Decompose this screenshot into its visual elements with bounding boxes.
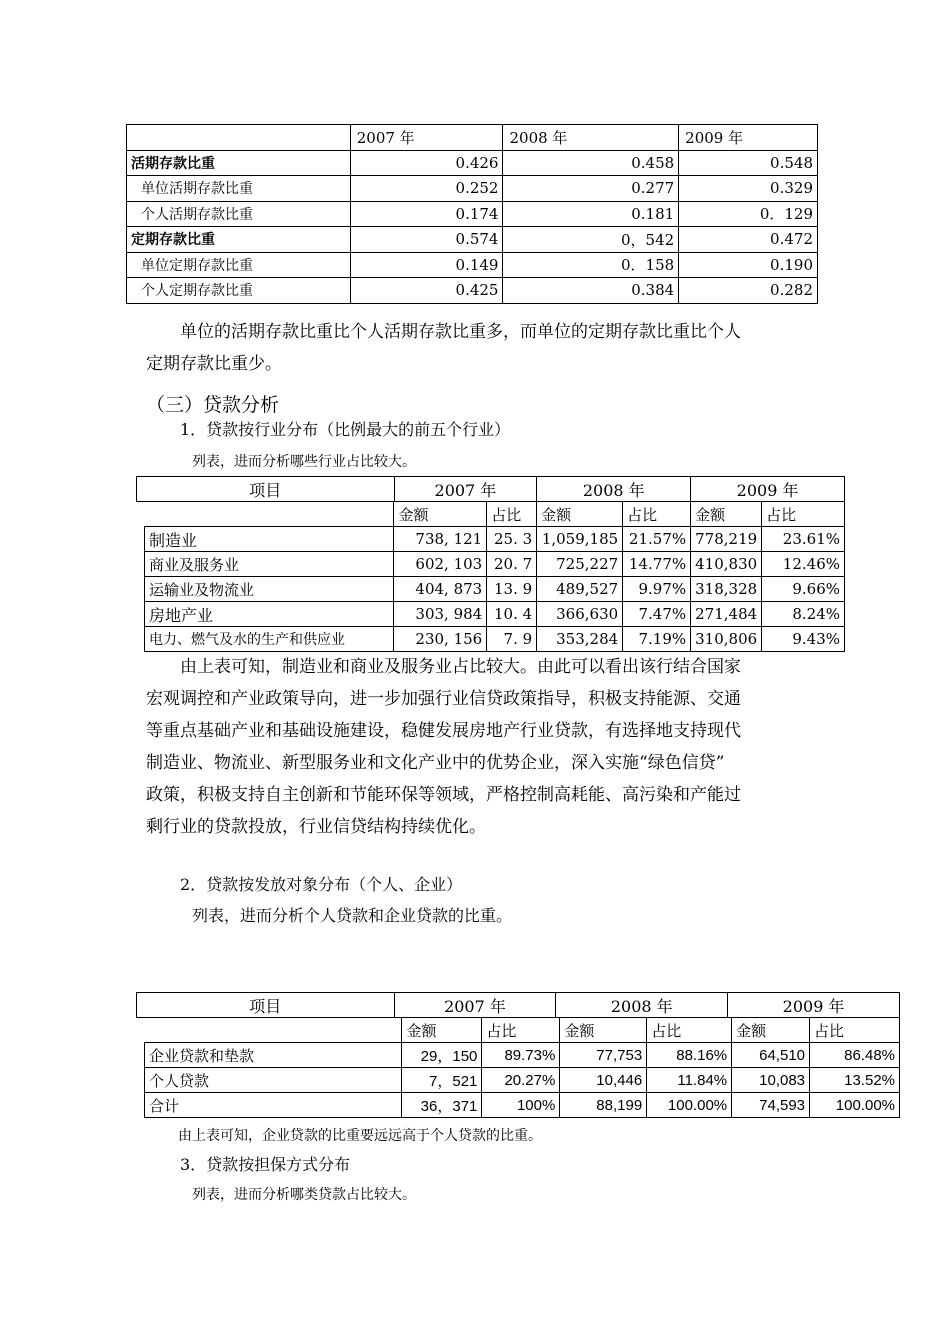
row-label: 定期存款比重 <box>127 227 351 253</box>
cell-value: 100.00% <box>810 1093 900 1118</box>
sub-header: 金额 <box>394 502 487 527</box>
cell-value: 11.84% <box>647 1068 732 1093</box>
row-label: 企业贷款和垫款 <box>145 1043 402 1068</box>
cell-value: 725,227 <box>537 552 623 577</box>
paragraph-line: 定期存款比重少。 <box>146 354 282 374</box>
year-header: 2009 年 <box>728 993 900 1018</box>
cell-value: 88.16% <box>647 1043 732 1068</box>
cell-value: 404, 873 <box>394 577 487 602</box>
cell-value: 318,328 <box>691 577 762 602</box>
table-row <box>127 278 818 304</box>
year-header: 2009 年 <box>691 477 845 502</box>
sub-header: 占比 <box>623 502 691 527</box>
cell-value: 7.47% <box>623 602 691 627</box>
table-row <box>145 602 845 627</box>
cell-value: 0.458 <box>503 150 679 176</box>
table-note: 列表，进而分析个人贷款和企业贷款的比重。 <box>192 906 513 925</box>
item-header: 项目 <box>137 477 395 502</box>
sub-header: 金额 <box>402 1018 482 1043</box>
table-row <box>145 1043 900 1068</box>
cell-value: 36，371 <box>402 1093 482 1118</box>
cell-value: 0.548 <box>679 150 818 176</box>
year-header: 2008 年 <box>503 125 679 151</box>
cell-value: 100.00% <box>647 1093 732 1118</box>
cell-value: 77,753 <box>560 1043 647 1068</box>
cell-value: 64,510 <box>732 1043 810 1068</box>
cell-value: 0.384 <box>503 278 679 304</box>
cell-value: 0.574 <box>350 227 503 253</box>
table-header-row <box>136 476 845 502</box>
table-row <box>145 1068 900 1093</box>
cell-value: 88,199 <box>560 1093 647 1118</box>
table-row <box>127 150 818 176</box>
sub-header: 占比 <box>487 502 537 527</box>
row-label: 单位定期存款比重 <box>127 252 351 278</box>
cell-value: 0.282 <box>679 278 818 304</box>
cell-value: 89.73% <box>482 1043 560 1068</box>
cell-value: 13.52% <box>810 1068 900 1093</box>
cell-value: 366,630 <box>537 602 623 627</box>
row-label: 单位活期存款比重 <box>127 176 351 202</box>
cell-value: 10. 4 <box>487 602 537 627</box>
cell-value: 489,527 <box>537 577 623 602</box>
year-header: 2007 年 <box>394 477 537 502</box>
cell-value: 8.24% <box>762 602 845 627</box>
row-label: 个人定期存款比重 <box>127 278 351 304</box>
table-row <box>127 176 818 202</box>
cell-value: 14.77% <box>623 552 691 577</box>
paragraph-line: 制造业、物流业、新型服务业和文化产业中的优势企业，深入实施“绿色信贷” <box>146 753 725 773</box>
cell-value: 21.57% <box>623 527 691 552</box>
industry-analysis-paragraph <box>146 651 826 843</box>
table-corner-cell <box>127 125 351 151</box>
sub-header: 占比 <box>647 1018 732 1043</box>
cell-value: 7. 9 <box>487 627 537 652</box>
row-label: 电力、燃气及水的生产和供应业 <box>145 627 394 652</box>
row-label: 运输业及物流业 <box>145 577 394 602</box>
table-body <box>144 1017 900 1118</box>
table-row <box>127 252 818 278</box>
borrower-loan-table <box>136 992 900 1120</box>
industry-loan-table <box>136 476 845 656</box>
cell-value: 20. 7 <box>487 552 537 577</box>
table-row <box>145 1093 900 1118</box>
table-header-row <box>127 125 818 151</box>
cell-value: 738, 121 <box>394 527 487 552</box>
paragraph-line: 由上表可知，制造业和商业及服务业占比较大。由此可以看出该行结合国家 <box>180 657 741 677</box>
cell-value: 7.19% <box>623 627 691 652</box>
cell-value: 9.66% <box>762 577 845 602</box>
cell-value: 10,083 <box>732 1068 810 1093</box>
paragraph-line: 宏观调控和产业政策导向，进一步加强行业信贷政策指导，积极支持能源、交通 <box>146 689 741 709</box>
cell-value: 230, 156 <box>394 627 487 652</box>
sub-header: 金额 <box>537 502 623 527</box>
cell-value: 0.174 <box>350 201 503 227</box>
row-label: 个人贷款 <box>145 1068 402 1093</box>
table-header-row <box>136 992 900 1018</box>
table-row <box>145 627 845 652</box>
paragraph-line: 剩行业的贷款投放，行业信贷结构持续优化。 <box>146 817 486 837</box>
year-header: 2007 年 <box>394 993 556 1018</box>
cell-value: 410,830 <box>691 552 762 577</box>
row-label: 活期存款比重 <box>127 150 351 176</box>
sub-header: 金额 <box>732 1018 810 1043</box>
row-label: 房地产业 <box>145 602 394 627</box>
row-label: 个人活期存款比重 <box>127 201 351 227</box>
cell-value: 353,284 <box>537 627 623 652</box>
sub-header: 金额 <box>560 1018 647 1043</box>
cell-value: 310,806 <box>691 627 762 652</box>
year-header: 2007 年 <box>350 125 503 151</box>
cell-value: 602, 103 <box>394 552 487 577</box>
cell-value: 13. 9 <box>487 577 537 602</box>
table-subheader-row <box>145 502 845 527</box>
row-label: 商业及服务业 <box>145 552 394 577</box>
cell-value: 0.190 <box>679 252 818 278</box>
table-subheader-row <box>145 1018 900 1043</box>
sub-header: 占比 <box>762 502 845 527</box>
table-row <box>127 227 818 253</box>
cell-value: 0．129 <box>679 201 818 227</box>
deposit-ratio-table <box>126 124 818 304</box>
sub-header: 占比 <box>810 1018 900 1043</box>
table-body <box>144 501 845 652</box>
deposit-analysis-paragraph <box>146 316 826 380</box>
table-note: 由上表可知，企业贷款的比重要远远高于个人贷款的比重。 <box>178 1128 542 1144</box>
subsection-title: 2．贷款按发放对象分布（个人、企业） <box>180 875 463 894</box>
cell-value: 20.27% <box>482 1068 560 1093</box>
row-label: 合计 <box>145 1093 402 1118</box>
table-row <box>145 527 845 552</box>
cell-value: 0.181 <box>503 201 679 227</box>
cell-value: 9.43% <box>762 627 845 652</box>
cell-value: 10,446 <box>560 1068 647 1093</box>
cell-value: 0.472 <box>679 227 818 253</box>
paragraph-line: 政策，积极支持自主创新和节能环保等领域，严格控制高耗能、高污染和产能过 <box>146 785 741 805</box>
cell-value: 0.277 <box>503 176 679 202</box>
table-note: 列表，进而分析哪些行业占比较大。 <box>192 454 416 470</box>
cell-value: 0.149 <box>350 252 503 278</box>
cell-value: 0.426 <box>350 150 503 176</box>
sub-header: 金额 <box>691 502 762 527</box>
year-header: 2008 年 <box>537 477 691 502</box>
year-header: 2008 年 <box>556 993 728 1018</box>
cell-value: 0，542 <box>503 227 679 253</box>
item-header: 项目 <box>137 993 395 1018</box>
paragraph-line: 单位的活期存款比重比个人活期存款比重多，而单位的定期存款比重比个人 <box>180 322 741 342</box>
table-row <box>145 552 845 577</box>
subsection-title: 1．贷款按行业分布（比例最大的前五个行业） <box>180 420 511 439</box>
cell-value: 778,219 <box>691 527 762 552</box>
cell-value: 271,484 <box>691 602 762 627</box>
empty-cell <box>145 1018 402 1043</box>
cell-value: 25. 3 <box>487 527 537 552</box>
year-header: 2009 年 <box>679 125 818 151</box>
cell-value: 303, 984 <box>394 602 487 627</box>
cell-value: 100% <box>482 1093 560 1118</box>
cell-value: 0．158 <box>503 252 679 278</box>
subsection-title: 3．贷款按担保方式分布 <box>180 1155 351 1174</box>
empty-cell <box>145 502 394 527</box>
cell-value: 0.329 <box>679 176 818 202</box>
cell-value: 7，521 <box>402 1068 482 1093</box>
table-note: 列表，进而分析哪类贷款占比较大。 <box>192 1187 416 1203</box>
cell-value: 0.425 <box>350 278 503 304</box>
cell-value: 86.48% <box>810 1043 900 1068</box>
row-label: 制造业 <box>145 527 394 552</box>
table-row <box>145 577 845 602</box>
paragraph-line: 等重点基础产业和基础设施建设，稳健发展房地产行业贷款，有选择地支持现代 <box>146 721 741 741</box>
table-row <box>127 201 818 227</box>
cell-value: 12.46% <box>762 552 845 577</box>
cell-value: 29，150 <box>402 1043 482 1068</box>
cell-value: 0.252 <box>350 176 503 202</box>
cell-value: 23.61% <box>762 527 845 552</box>
section-heading: （三）贷款分析 <box>146 394 280 416</box>
cell-value: 9.97% <box>623 577 691 602</box>
sub-header: 占比 <box>482 1018 560 1043</box>
cell-value: 1,059,185 <box>537 527 623 552</box>
cell-value: 74,593 <box>732 1093 810 1118</box>
